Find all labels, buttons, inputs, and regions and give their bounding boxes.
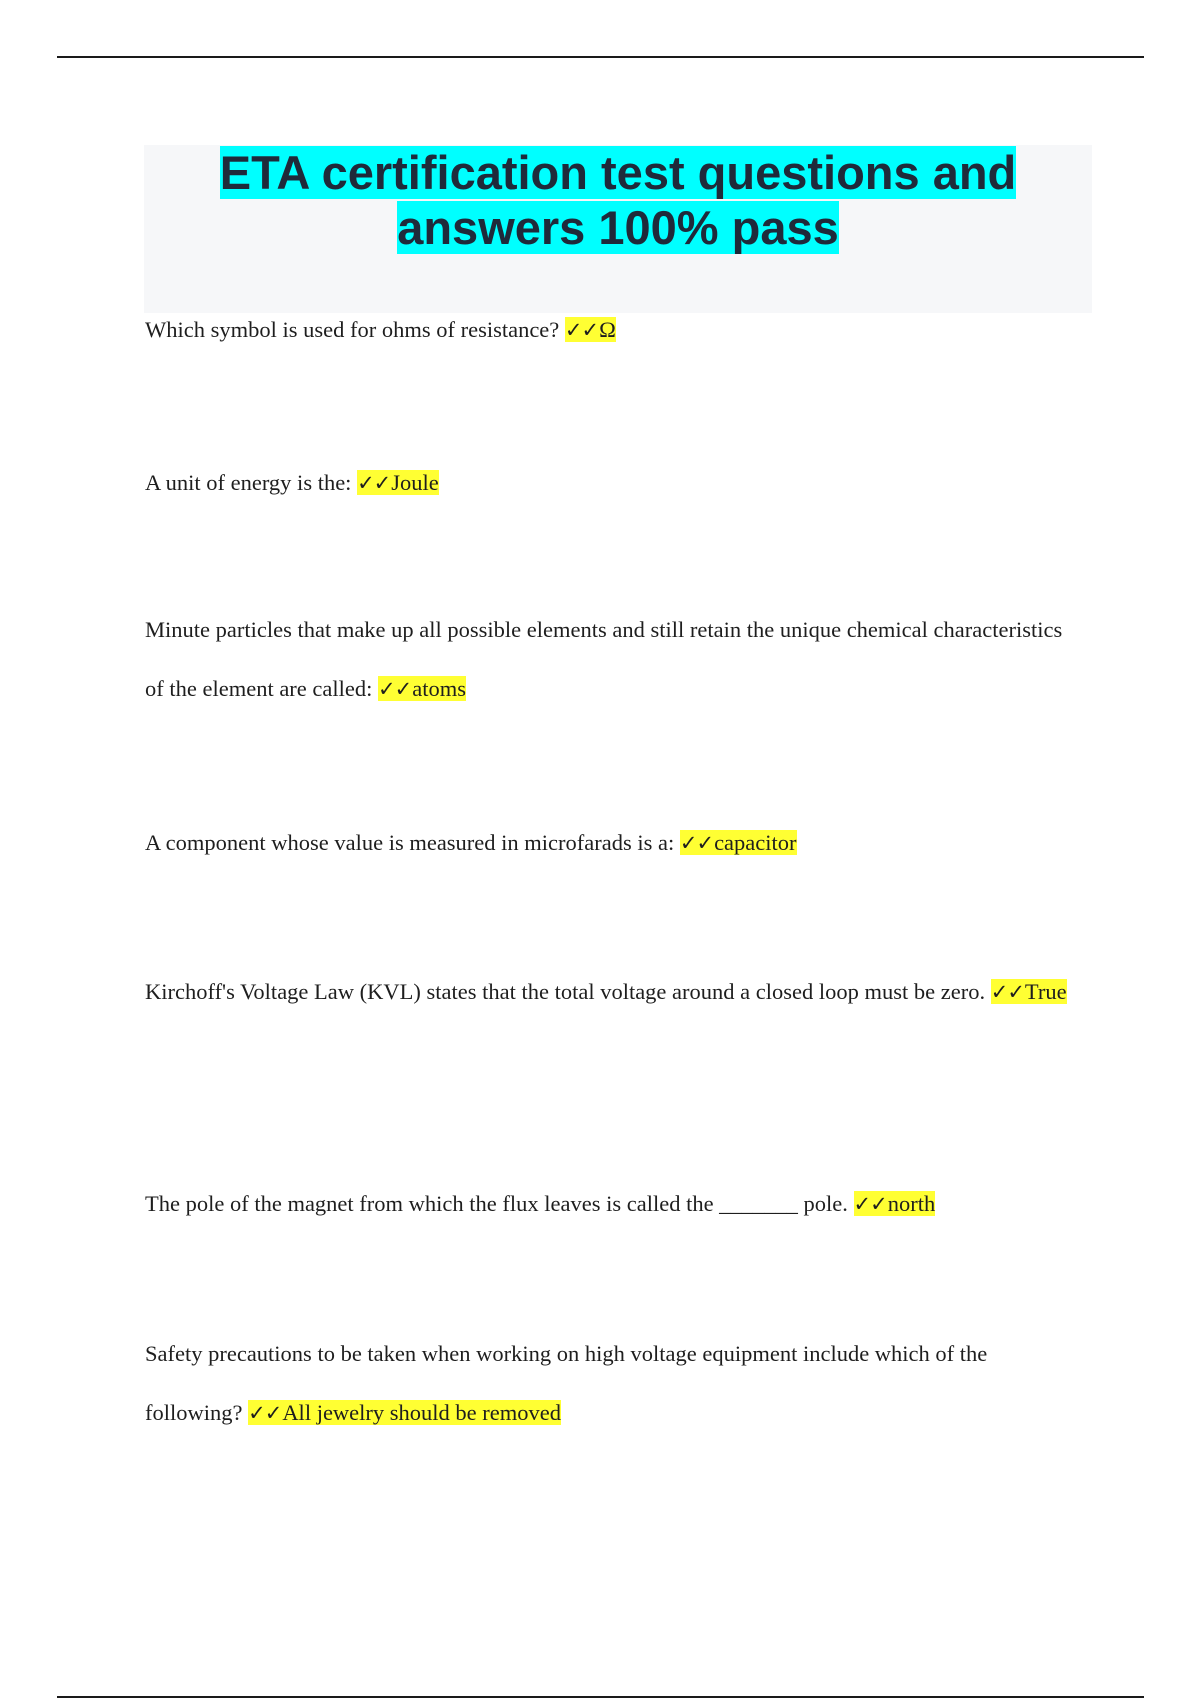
- double-check-icon: ✓✓: [564, 318, 599, 342]
- double-check-icon: ✓✓: [853, 1192, 887, 1216]
- answer-text: Ω: [599, 317, 616, 342]
- question-text: Minute particles that make up all possible elements and still retain the unique chemical characteristics of the element are called:: [145, 617, 1063, 701]
- qa-item-6: [145, 1174, 1075, 1234]
- answer-text: capacitor: [714, 830, 797, 855]
- answer-highlight: [991, 979, 1067, 1004]
- answer-highlight: [357, 470, 439, 495]
- double-check-icon: ✓✓: [679, 831, 714, 855]
- answer-text: Joule: [391, 470, 439, 495]
- qa-item-5: [145, 962, 1075, 1022]
- document-title: ETA certification test questions and answers 100% pass: [219, 146, 1017, 254]
- question-text: A component whose value is measured in microfarads is a:: [145, 830, 675, 855]
- bottom-rule: [57, 1696, 1144, 1698]
- answer-text: atoms: [412, 676, 466, 701]
- answer-text: All jewelry should be removed: [282, 1400, 561, 1425]
- question-text: Which symbol is used for ohms of resistance?: [145, 317, 560, 342]
- qa-item-2: [145, 453, 1075, 513]
- qa-item-7: [145, 1324, 1075, 1443]
- answer-highlight: [854, 1191, 936, 1216]
- question-text: The pole of the magnet from which the flux leaves is called the _______ pole.: [145, 1191, 848, 1216]
- double-check-icon: ✓✓: [990, 980, 1024, 1004]
- question-text: Kirchoff's Voltage Law (KVL) states that the total voltage around a closed loop must be zero.: [145, 979, 986, 1004]
- double-check-icon: ✓✓: [357, 471, 391, 495]
- top-rule: [57, 56, 1144, 58]
- question-text: A unit of energy is the:: [145, 470, 352, 495]
- qa-item-4: [145, 813, 1075, 873]
- answer-highlight: [378, 676, 466, 701]
- answer-highlight: [248, 1400, 561, 1425]
- answer-text: True: [1024, 979, 1067, 1004]
- answer-highlight: [680, 830, 797, 855]
- qa-item-3: [145, 600, 1075, 719]
- title-box: [144, 145, 1092, 313]
- qa-item-1: [145, 300, 1075, 360]
- double-check-icon: ✓✓: [378, 677, 412, 701]
- answer-highlight: [565, 317, 616, 342]
- answer-text: north: [887, 1191, 936, 1216]
- question-text: Safety precautions to be taken when working on high voltage equipment include which of the following?: [145, 1341, 988, 1425]
- double-check-icon: ✓✓: [248, 1401, 282, 1425]
